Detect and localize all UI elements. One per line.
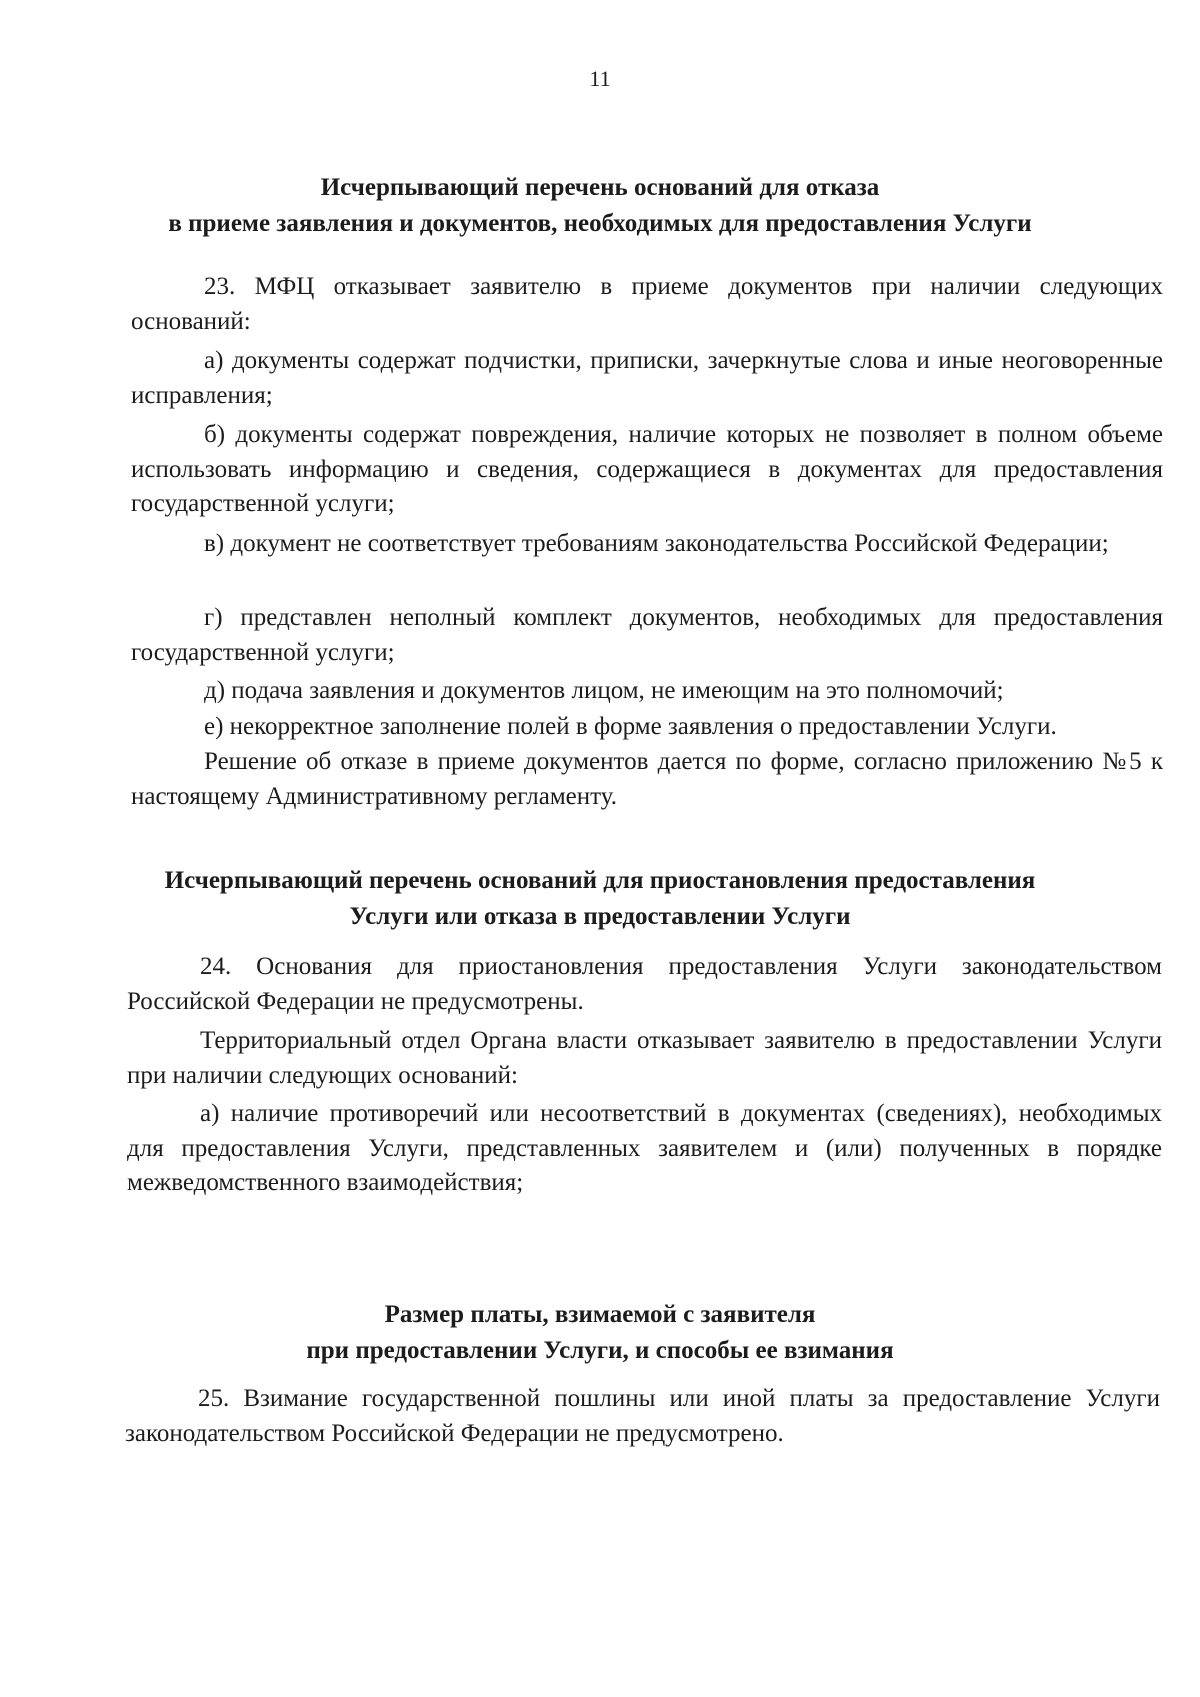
section-heading-suspension-refusal <box>100 863 1100 935</box>
section-heading-fee <box>100 1297 1100 1369</box>
paragraph-number: 24. <box>200 953 232 980</box>
heading-line: Размер платы, взимаемой с заявителя <box>384 1301 816 1328</box>
page-number: 11 <box>589 66 611 91</box>
paragraph-text: МФЦ отказывает заявителю в приеме документов при наличии следующих оснований: <box>131 273 1163 335</box>
heading-line: Исчерпывающий перечень оснований для приостановления предоставления <box>164 867 1036 894</box>
territorial-paragraph: Территориальный отдел Органа власти отказывает заявителю в предоставлении Услуги при наличии следующих оснований: <box>127 1027 1162 1089</box>
list-item-d: д) подача заявления и документов лицом, не имеющим на это полномочий; <box>204 677 1004 704</box>
paragraph-25 <box>125 1382 1160 1451</box>
list-item-a: а) документы содержат подчистки, приписки, зачеркнутые слова и иные неоговоренные исправления; <box>131 347 1163 409</box>
paragraph-number: 23. <box>204 273 236 300</box>
paragraph-text: Взимание государственной пошлины или иной платы за предоставление Услуги законодательством Российской Федерации не предусмотрено. <box>125 1385 1160 1447</box>
paragraph-number: 25. <box>198 1385 230 1412</box>
section-heading-refusal-acceptance <box>100 170 1100 242</box>
list-item-v: в) документ не соответствует требованиям законодательства Российской Федерации; <box>204 530 1109 557</box>
list-item-b: б) документы содержат повреждения, наличие которых не позволяет в полном объеме использовать информацию и сведения, содержащиеся в документах для предоставления государственной услуги; <box>131 421 1163 518</box>
paragraph-24 <box>127 950 1162 1019</box>
list-item-g: г) представлен неполный комплект документов, необходимых для предоставления государственной услуги; <box>131 604 1163 666</box>
list-item-a: а) наличие противоречий или несоответствий в документах (сведениях), необходимых для предоставления Услуги, представленных заявителем и (или) полученных в порядке межведомственного взаимодействия; <box>127 1100 1162 1197</box>
heading-line: Услуги или отказа в предоставлении Услуги <box>349 903 851 930</box>
heading-line: Исчерпывающий перечень оснований для отказа <box>320 174 880 201</box>
paragraph-text: Основания для приостановления предоставления Услуги законодательством Российской Федерации не предусмотрены. <box>127 953 1162 1015</box>
decision-paragraph: Решение об отказе в приеме документов дается по форме, согласно приложению №5 к настоящему Административному регламенту. <box>131 748 1163 810</box>
paragraph-23 <box>131 270 1163 339</box>
list-item-e: е) некорректное заполнение полей в форме заявления о предоставлении Услуги. <box>204 713 1057 740</box>
heading-line: при предоставлении Услуги, и способы ее взимания <box>306 1337 894 1364</box>
heading-line: в приеме заявления и документов, необходимых для предоставления Услуги <box>168 210 1032 237</box>
